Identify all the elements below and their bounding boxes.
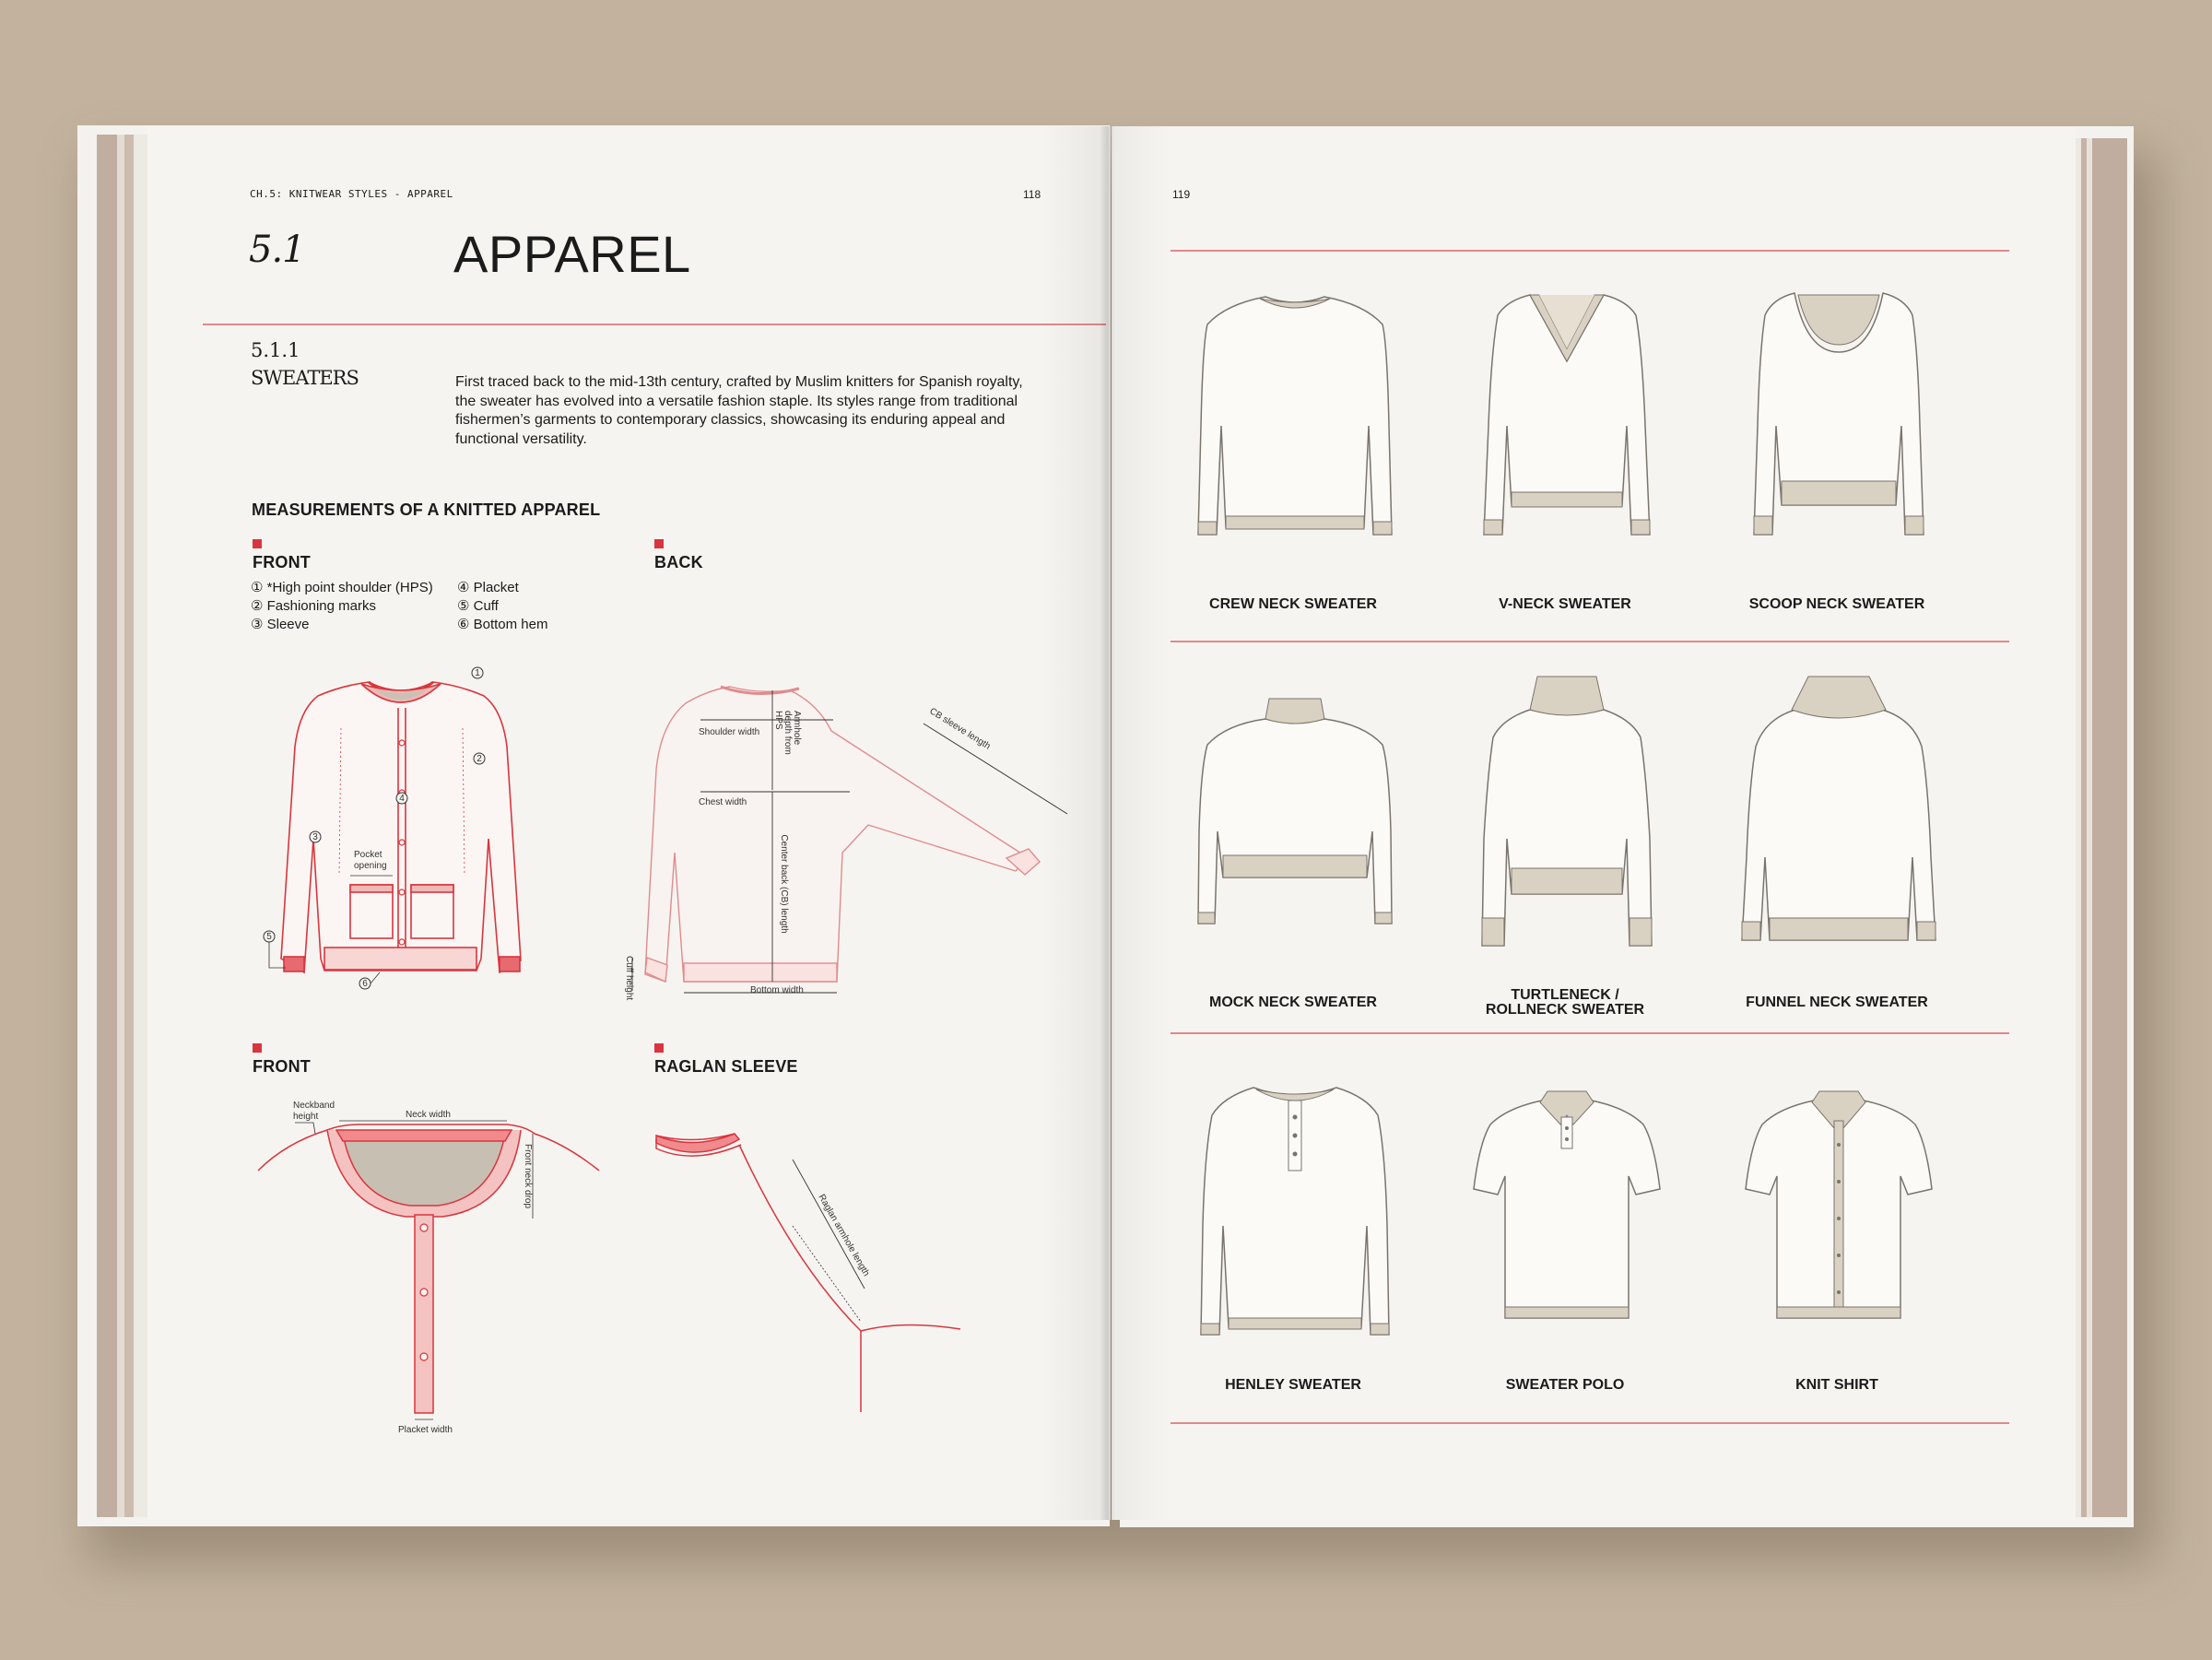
section-rule bbox=[203, 324, 1106, 325]
running-header: CH.5: KNITWEAR STYLES - APPAREL bbox=[250, 188, 453, 200]
front-cardigan-diagram bbox=[258, 654, 553, 1005]
style-label-sweater-polo: SWEATER POLO bbox=[1505, 1377, 1625, 1393]
front-legend-col2 bbox=[457, 579, 547, 634]
section-title: APPAREL bbox=[453, 225, 691, 283]
page-number-right: 119 bbox=[1172, 188, 1191, 201]
knit-shirt-icon bbox=[1742, 1088, 1936, 1327]
legend-item-fashioning: ② Fashioning marks bbox=[251, 598, 376, 614]
style-rule-bottom bbox=[1171, 1422, 2009, 1424]
back-label: BACK bbox=[654, 553, 703, 571]
cb-length-label: Center back (CB) length bbox=[779, 834, 789, 934]
style-label-crew-neck: CREW NECK SWEATER bbox=[1209, 596, 1377, 612]
neck-width-label: Neck width bbox=[406, 1110, 451, 1120]
crew-neck-sweater-icon bbox=[1194, 288, 1396, 546]
placket-width-label: Placket width bbox=[398, 1425, 453, 1435]
subsection-body: First traced back to the mid-13th century, crafted by Muslim knitters for Spanish royalty, the sweater has evolved into a versatile fashion staple. Its styles range from traditional fishermen’s garments to contemporary classics, showcasing its enduring appeal and functional versatility. bbox=[455, 374, 1023, 447]
style-rule-row2 bbox=[1171, 1032, 2009, 1034]
turtleneck-sweater-icon bbox=[1465, 673, 1668, 949]
marker-2: 2 bbox=[477, 754, 482, 764]
shoulder-width-label: Shoulder width bbox=[699, 727, 760, 737]
subsection-number: 5.1.1 bbox=[251, 339, 300, 361]
measurements-heading: MEASUREMENTS OF A KNITTED APPAREL bbox=[252, 500, 601, 519]
front-legend-col1 bbox=[251, 579, 433, 634]
front-marker-square bbox=[253, 539, 262, 548]
v-neck-sweater-icon bbox=[1465, 288, 1668, 546]
style-label-mock-neck: MOCK NECK SWEATER bbox=[1209, 995, 1377, 1010]
style-label-v-neck: V-NECK SWEATER bbox=[1499, 596, 1631, 612]
marker-5: 5 bbox=[266, 932, 272, 942]
legend-item-placket: ④ Placket bbox=[457, 580, 519, 595]
page-edges-right bbox=[2074, 138, 2127, 1517]
front-neck-drop-label: Front neck drop bbox=[523, 1143, 533, 1209]
back-marker-square bbox=[654, 539, 664, 548]
sweater-polo-icon bbox=[1470, 1088, 1664, 1327]
scoop-neck-sweater-icon bbox=[1737, 288, 1940, 546]
legend-item-hps: ① *High point shoulder (HPS) bbox=[251, 580, 433, 595]
style-label-scoop-neck: SCOOP NECK SWEATER bbox=[1748, 596, 1925, 612]
style-label-turtleneck-line1: TURTLENECK / bbox=[1511, 987, 1619, 1003]
armhole-label-line3: HPS bbox=[773, 711, 783, 730]
neckline-detail-diagram bbox=[258, 1097, 608, 1438]
legend-item-cuff: ⑤ Cuff bbox=[457, 598, 499, 614]
marker-3: 3 bbox=[312, 832, 318, 842]
page-edges-left bbox=[97, 135, 152, 1517]
marker-4: 4 bbox=[399, 794, 405, 804]
style-rule-row1 bbox=[1171, 641, 2009, 642]
bottom-width-label: Bottom width bbox=[750, 985, 804, 995]
style-label-turtleneck-line2: ROLLNECK SWEATER bbox=[1485, 1002, 1645, 1018]
style-label-henley: HENLEY SWEATER bbox=[1225, 1377, 1361, 1393]
neck-front-label: FRONT bbox=[253, 1057, 311, 1076]
raglan-marker-square bbox=[654, 1043, 664, 1053]
raglan-label: RAGLAN SLEEVE bbox=[654, 1057, 798, 1076]
pocket-label-line1: Pocket bbox=[354, 850, 382, 860]
raglan-sleeve-diagram bbox=[656, 1126, 970, 1421]
style-label-funnel-neck: FUNNEL NECK SWEATER bbox=[1746, 995, 1928, 1010]
henley-sweater-icon bbox=[1194, 1078, 1396, 1338]
front-label: FRONT bbox=[253, 553, 311, 571]
marker-6: 6 bbox=[362, 979, 368, 989]
neckband-label-line2: height bbox=[293, 1112, 319, 1122]
page-number-left: 118 bbox=[1023, 188, 1041, 201]
sleeve-length-label: CB sleeve length bbox=[927, 706, 993, 752]
cuff-height-label: Cuff height bbox=[624, 956, 634, 1001]
armhole-label-line2: depth from bbox=[782, 711, 793, 755]
style-rule-top bbox=[1171, 250, 2009, 252]
raglan-length-label: Raglan armhole length bbox=[816, 1193, 872, 1278]
legend-item-bottom-hem: ⑥ Bottom hem bbox=[457, 617, 548, 632]
mock-neck-sweater-icon bbox=[1194, 693, 1396, 933]
funnel-neck-sweater-icon bbox=[1733, 673, 1945, 949]
legend-item-sleeve: ③ Sleeve bbox=[251, 617, 310, 632]
style-label-turtleneck bbox=[1427, 988, 1703, 1018]
neck-front-marker-square bbox=[253, 1043, 262, 1053]
style-label-knit-shirt: KNIT SHIRT bbox=[1795, 1377, 1878, 1393]
back-sweater-diagram bbox=[619, 677, 1080, 1009]
marker-1: 1 bbox=[475, 668, 480, 678]
neckband-label-line1: Neckband bbox=[293, 1101, 335, 1111]
subsection-title: SWEATERS bbox=[251, 367, 359, 389]
armhole-label-line1: Armhole bbox=[792, 711, 802, 746]
section-number: 5.1 bbox=[249, 229, 305, 271]
pocket-label-line2: opening bbox=[354, 861, 387, 871]
chest-width-label: Chest width bbox=[699, 797, 747, 807]
